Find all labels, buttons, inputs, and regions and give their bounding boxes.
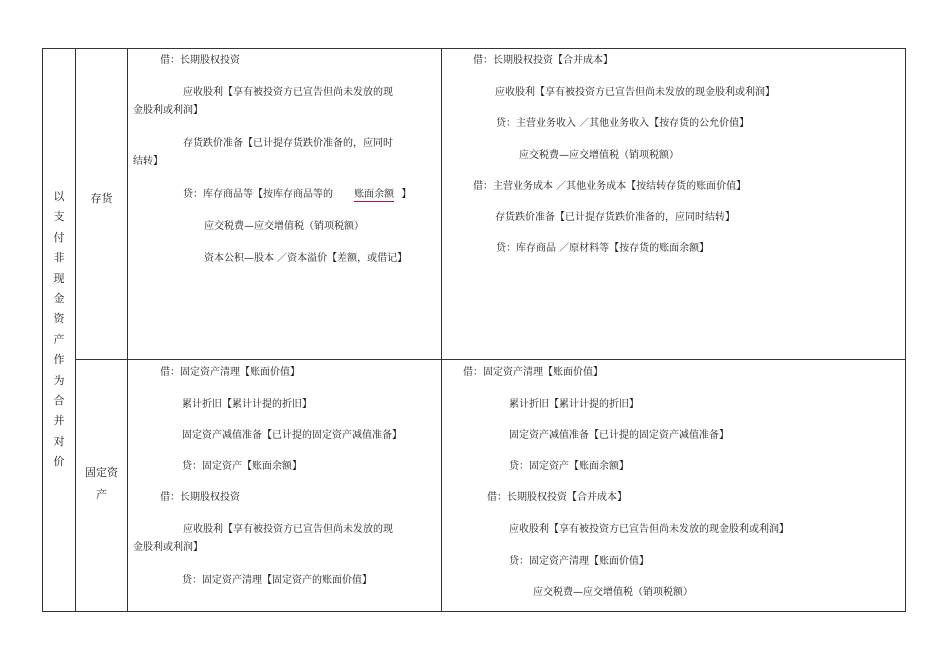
category-text: 固定资 <box>85 466 118 479</box>
entry-line: 存货跌价准备【已计提存货跌价准备的，应同时结转】 <box>495 212 735 223</box>
entry-line: 资本公积—股本 ／资本溢价【差额，或借记】 <box>204 253 408 264</box>
entry-line: 应收股利【享有被投资方已宣告但尚未发放的现金股利或利润】 <box>495 87 775 98</box>
entry-line: 应交税费—应交增值税（销项税额） <box>204 221 364 232</box>
divider <box>441 48 442 612</box>
vertical-label-char: 付 <box>53 230 65 244</box>
vertical-label-char: 产 <box>53 332 65 346</box>
entry-line: 借：长期股权投资 <box>160 492 240 503</box>
divider <box>75 48 76 612</box>
entry-line: 借：长期股权投资【合并成本】 <box>487 492 627 503</box>
vertical-label-char: 资 <box>53 312 65 326</box>
entry-line: 应收股利【享有被投资方已宣告但尚未发放的现 <box>183 87 393 98</box>
entry-line: 固定资产减值准备【已计提的固定资产减值准备】 <box>182 430 402 441</box>
category-fixed-assets <box>76 465 127 503</box>
entry-text: 贷：库存商品等【按库存商品等的 <box>183 189 333 200</box>
entry-line: 存货跌价准备【已计提存货跌价准备的，应同时 <box>183 138 393 149</box>
entry-line: 应收股利【享有被投资方已宣告但尚未发放的现金股利或利润】 <box>509 524 789 535</box>
entry-line: 累计折旧【累计计提的折旧】 <box>509 399 639 410</box>
entry-line <box>183 188 411 201</box>
vertical-label-char: 价 <box>53 455 65 469</box>
vertical-label-char: 作 <box>53 353 65 367</box>
vertical-label-char: 并 <box>53 414 65 428</box>
entry-line: 借：固定资产清理【账面价值】 <box>160 367 300 378</box>
divider <box>75 359 906 360</box>
vertical-label-char: 支 <box>53 210 65 224</box>
entry-text: 】 <box>401 189 412 200</box>
vertical-label-char: 对 <box>53 434 65 448</box>
entry-line: 金股利或利润】 <box>133 105 203 116</box>
vertical-label-char: 为 <box>53 373 65 387</box>
entry-line: 累计折旧【累计计提的折旧】 <box>182 399 312 410</box>
entry-line: 借：长期股权投资【合并成本】 <box>473 55 613 66</box>
merged-row-label <box>43 187 75 473</box>
entry-line: 固定资产减值准备【已计提的固定资产减值准备】 <box>509 430 729 441</box>
vertical-label-char: 合 <box>53 394 65 408</box>
entry-line: 贷：固定资产【账面余额】 <box>182 461 302 472</box>
entry-line: 应交税费—应交增值税（销项税额） <box>533 587 693 598</box>
entry-line: 贷：固定资产清理【固定资产的账面价值】 <box>182 575 372 586</box>
vertical-label-char: 以 <box>53 190 65 203</box>
entry-line: 贷：主营业务收入 ／其他业务收入【按存货的公允价值】 <box>496 118 750 129</box>
vertical-label-char: 非 <box>53 251 65 265</box>
entry-line: 贷：库存商品 ／原材料等【按存货的账面余额】 <box>496 243 710 254</box>
entry-line: 应交税费—应交增值税（销项税额） <box>519 150 679 161</box>
entry-line: 借：长期股权投资 <box>160 55 240 66</box>
category-inventory: 存货 <box>90 192 113 205</box>
divider <box>127 48 128 612</box>
entry-line: 借：固定资产清理【账面价值】 <box>463 367 603 378</box>
category-text: 产 <box>96 488 107 501</box>
entry-line: 应收股利【享有被投资方已宣告但尚未发放的现 <box>183 524 393 535</box>
entry-line: 贷：固定资产清理【账面价值】 <box>509 556 649 567</box>
vertical-label-char: 金 <box>53 292 65 306</box>
entry-line: 金股利或利润】 <box>133 542 203 553</box>
entry-line: 贷：固定资产【账面余额】 <box>509 461 629 472</box>
entry-line: 借：主营业务成本 ／其他业务成本【按结转存货的账面价值】 <box>473 181 747 192</box>
entry-line: 结转】 <box>133 156 163 167</box>
vertical-label-char: 现 <box>53 271 65 285</box>
highlighted-term: 账面余额 <box>354 189 395 200</box>
